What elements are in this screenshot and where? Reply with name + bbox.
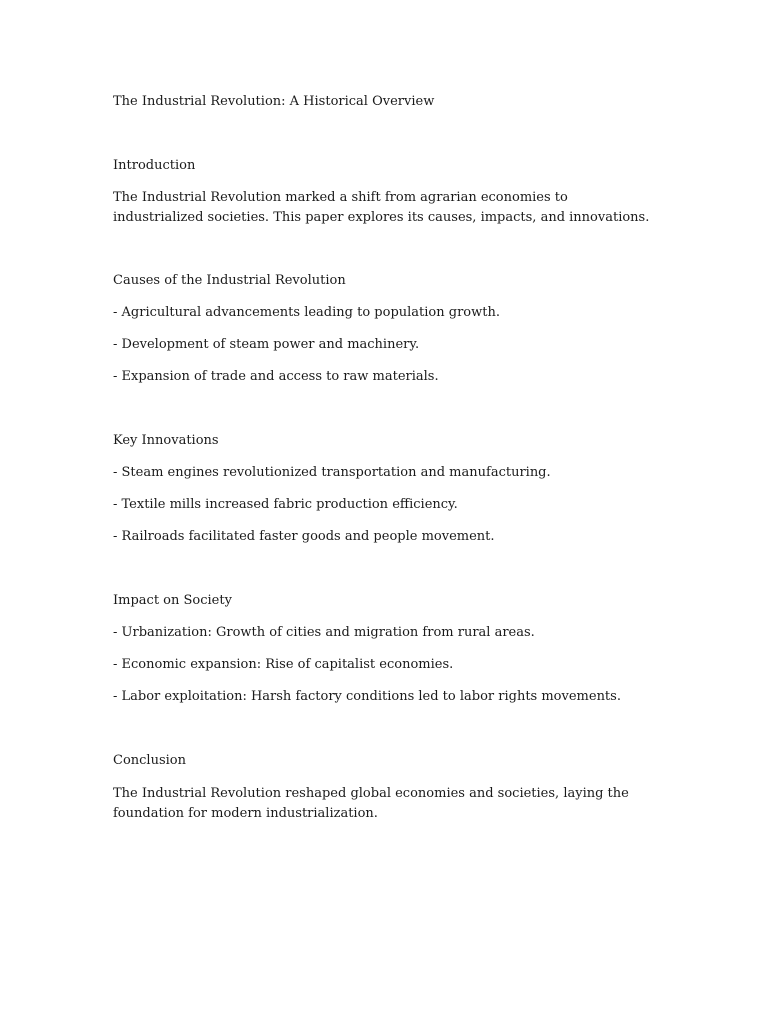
list-item: - Textile mills increased fabric production efficiency. bbox=[113, 497, 458, 512]
list-item: - Labor exploitation: Harsh factory conditions led to labor rights movements. bbox=[113, 689, 621, 704]
section-heading-conclusion: Conclusion bbox=[113, 753, 186, 768]
list-item: - Expansion of trade and access to raw materials. bbox=[113, 369, 439, 384]
section-heading-causes: Causes of the Industrial Revolution bbox=[113, 273, 346, 288]
list-item: - Steam engines revolutionized transportation and manufacturing. bbox=[113, 465, 551, 480]
list-item: - Urbanization: Growth of cities and migration from rural areas. bbox=[113, 625, 535, 640]
list-item: - Agricultural advancements leading to population growth. bbox=[113, 305, 500, 320]
document-title: The Industrial Revolution: A Historical Overview bbox=[113, 94, 435, 109]
section-heading-key-innovations: Key Innovations bbox=[113, 433, 219, 448]
list-item: - Economic expansion: Rise of capitalist economies. bbox=[113, 657, 454, 672]
list-item: - Railroads facilitated faster goods and people movement. bbox=[113, 529, 495, 544]
conclusion-paragraph: The Industrial Revolution reshaped global economies and societies, laying the foundation for modern industrialization. bbox=[113, 786, 629, 821]
section-heading-introduction: Introduction bbox=[113, 158, 196, 173]
section-heading-impact-on-society: Impact on Society bbox=[113, 593, 232, 608]
introduction-paragraph: The Industrial Revolution marked a shift from agrarian economies to industrialized societies. This paper explores its causes, impacts, and innovations. bbox=[113, 190, 650, 225]
list-item: - Development of steam power and machinery. bbox=[113, 337, 420, 352]
